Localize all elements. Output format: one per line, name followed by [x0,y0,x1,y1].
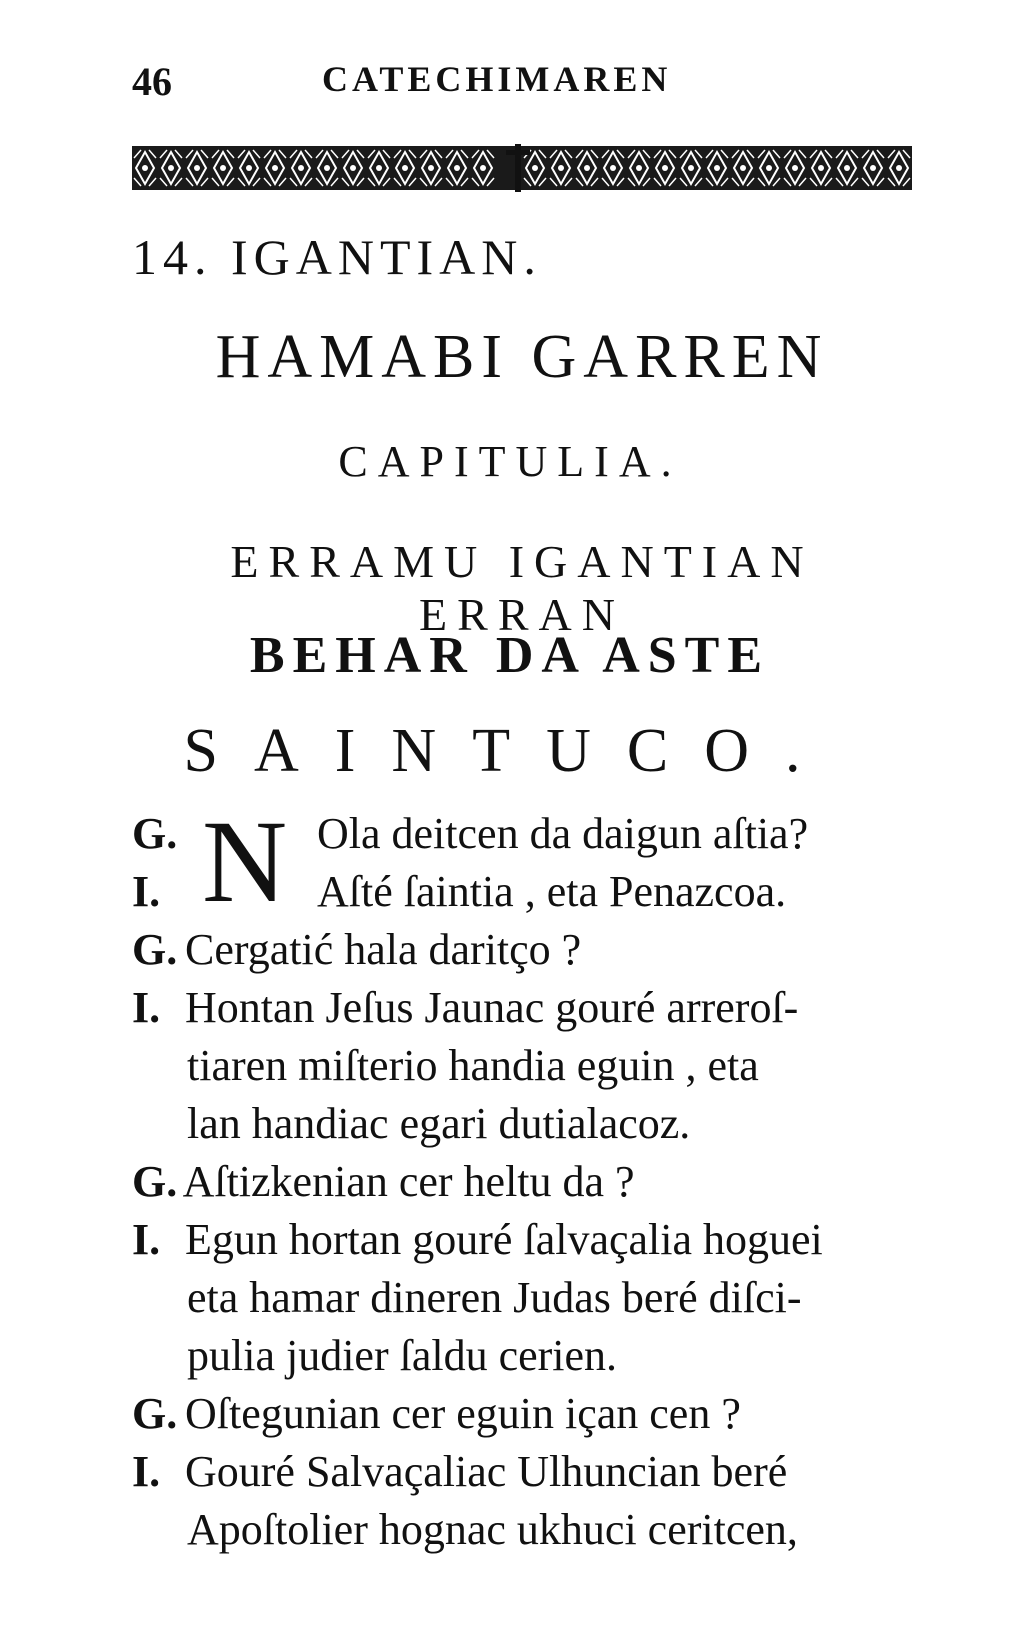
drop-cap: N [202,796,288,927]
dialogue-text: pulia judier ſaldu cerien. [187,1331,618,1380]
chapter-subject-line: BEHAR DA ASTE [249,627,771,684]
speaker-label: G. [132,1389,178,1438]
dialogue-text: Oſtegunian cer eguin içan cen ? [185,1389,741,1438]
running-title: CATECHIMAREN [322,59,672,99]
chapter-subject-line: ERRAMU IGANTIAN ERRAN [230,536,814,640]
chapter-subject-line: SAINTUCO. [183,717,837,785]
dialogue-text: Cergatić hala daritço ? [185,925,582,974]
dialogue-text: Hontan Jeſus Jaunac gouré arreroſ- [185,983,799,1032]
page-number: 46 [132,59,172,104]
catechism-dialogue [132,796,922,1559]
dialogue-text: Egun hortan gouré ſalvaçalia hoguei [185,1215,823,1264]
speaker-label: G. [132,809,178,858]
dialogue-entry [132,979,922,1153]
dialogue-entry [132,1385,922,1443]
dialogue-text: Aſtizkenian cer heltu da ? [182,1157,635,1206]
running-head [132,52,912,112]
speaker-label: G. [132,925,178,974]
decorative-border [132,142,912,194]
dialogue-entry [132,863,922,921]
dialogue-text: Ola deitcen da daigun aſtia? [317,809,809,858]
chapter-number: 14. IGANTIAN. [132,229,542,285]
chapter-ordinal-title: HAMABI GARREN [215,323,829,391]
speaker-label: G. [132,1157,178,1206]
dialogue-text: lan handiac egari dutialacoz. [187,1099,691,1148]
dialogue-entry [132,1443,922,1559]
dialogue-text: eta hamar dineren Judas beré diſci- [187,1273,802,1322]
speaker-label: I. [132,1447,161,1496]
dialogue-entry [132,1211,922,1385]
dialogue-text: Gouré Salvaçaliac Ulhuncian beré [185,1447,788,1496]
speaker-label: I. [132,867,161,916]
speaker-label: I. [132,1215,161,1264]
dialogue-text: Apoſtolier hognac ukhuci ceritcen, [187,1505,798,1554]
chapter-word: CAPITULIA. [338,437,682,486]
dialogue-text: Aſté ſaintia , eta Penazcoa. [317,867,787,916]
speaker-label: I. [132,983,161,1032]
dialogue-text: tiaren miſterio handia eguin , eta [187,1041,759,1090]
dialogue-entry [132,921,922,979]
dialogue-entry [132,1153,922,1211]
